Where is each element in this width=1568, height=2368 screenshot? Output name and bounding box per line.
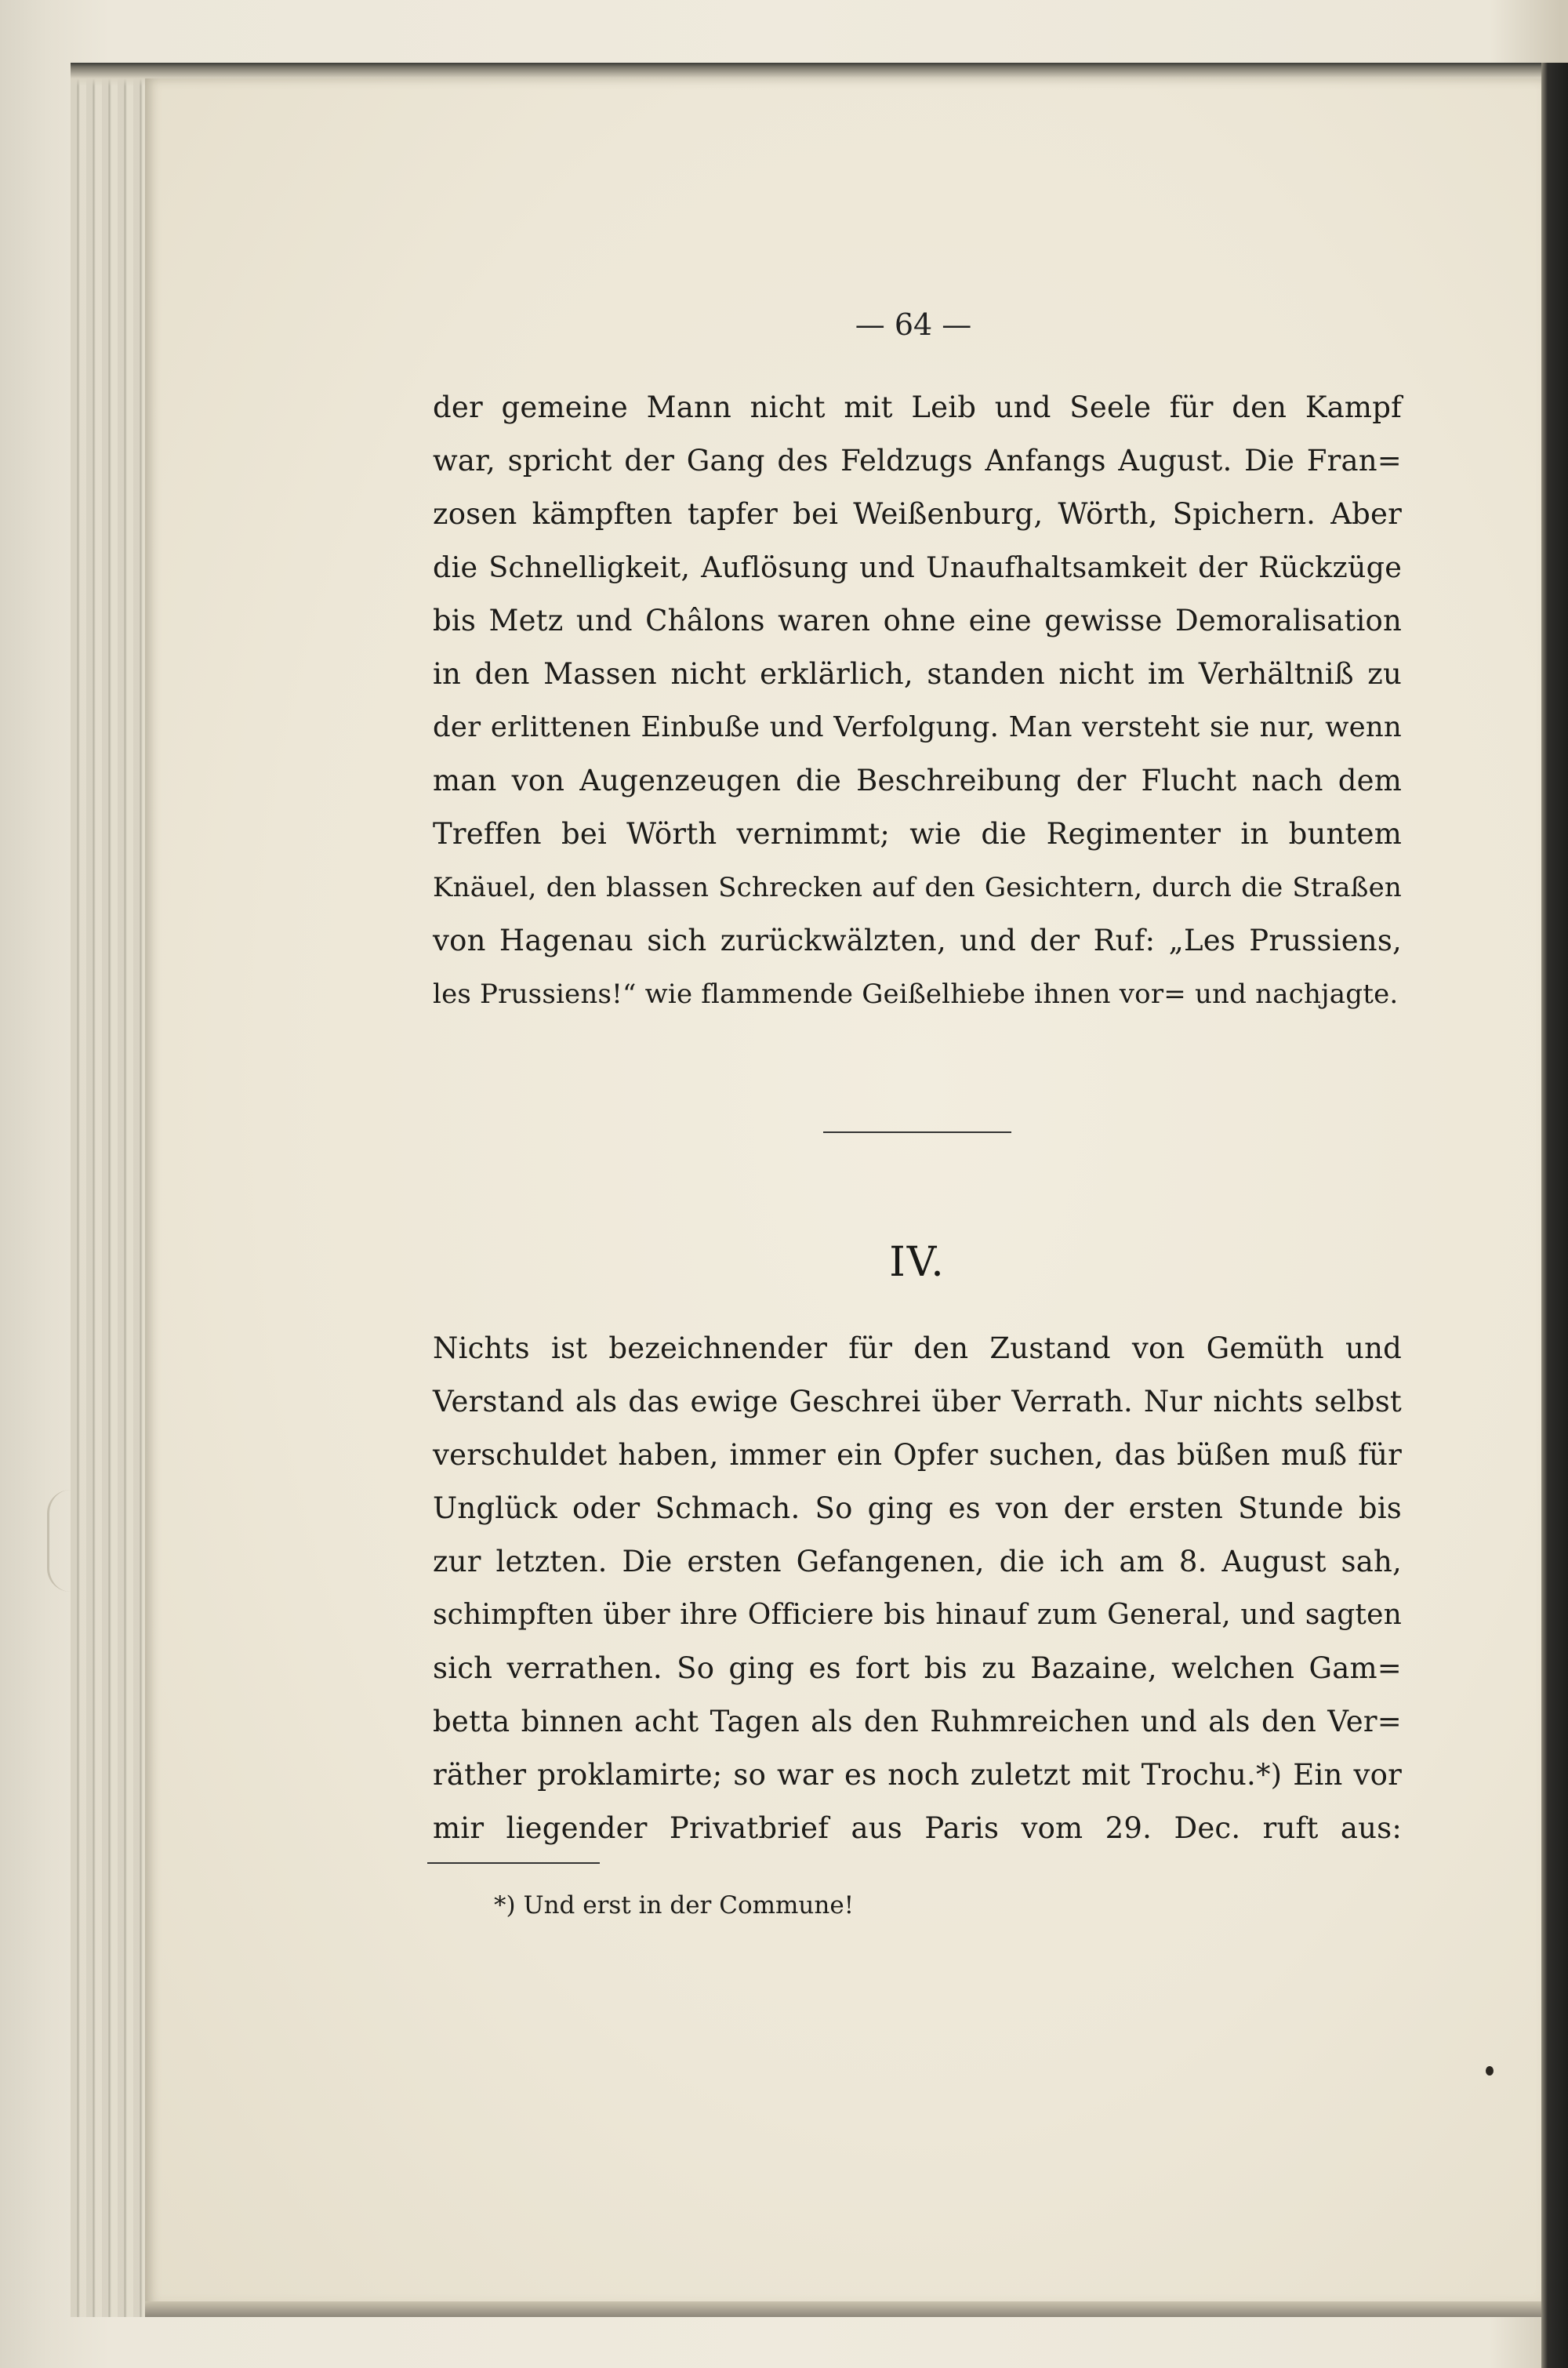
text-line: betta binnen acht Tagen als den Ruhmreichen und als den Ver= (433, 1705, 1402, 1738)
section-heading: IV. (889, 1239, 946, 1286)
page-stack-edge (71, 74, 157, 2317)
text-line: Knäuel, den blassen Schrecken auf den Gesichtern, durch die Straßen (433, 872, 1402, 903)
footnote-rule (427, 1862, 600, 1864)
text-line: schimpften über ihre Officiere bis hinauf zum General, und sagten (433, 1599, 1402, 1631)
text-line: von Hagenau sich zurückwälzten, und der Ruf: „Les Prussiens, (433, 924, 1402, 957)
text-line: der erlittenen Einbuße und Verfolgung. Man versteht sie nur, wenn (433, 711, 1402, 743)
ink-spot (1486, 2066, 1494, 2076)
text-line: Verstand als das ewige Geschrei über Verrath. Nur nichts selbst (433, 1385, 1402, 1418)
text-line: die Schnelligkeit, Auflösung und Unaufhaltsamkeit der Rückzüge (433, 550, 1402, 584)
section-divider (823, 1131, 1011, 1133)
footnote: *) Und erst in der Commune! (494, 1891, 855, 1919)
text-line: bis Metz und Châlons waren ohne eine gewisse Demoralisation (433, 604, 1402, 637)
text-line: räther proklamirte; so war es noch zuletzt mit Trochu.*) Ein vor (433, 1758, 1402, 1792)
text-line: les Prussiens!“ wie flammende Geißelhiebe ihnen vor= und nachjagte. (433, 979, 1399, 1010)
text-line: war, spricht der Gang des Feldzugs Anfangs August. Die Fran= (433, 444, 1402, 478)
text-line: Treffen bei Wörth vernimmt; wie die Regimenter in buntem (433, 817, 1402, 851)
book-bottom-edge (145, 2301, 1548, 2317)
binding-thread (47, 1490, 81, 1592)
text-line: der gemeine Mann nicht mit Leib und Seele für den Kampf (433, 390, 1402, 424)
page-number: — 64 — (855, 307, 972, 342)
text-line: zur letzten. Die ersten Gefangenen, die ich am 8. August sah, (433, 1545, 1402, 1578)
text-line: man von Augenzeugen die Beschreibung der Flucht nach dem (433, 764, 1402, 797)
text-line: zosen kämpften tapfer bei Weißenburg, Wörth, Spichern. Aber (433, 497, 1402, 531)
text-line: verschuldet haben, immer ein Opfer suchen, das büßen muß für (433, 1438, 1402, 1472)
text-line: Nichts ist bezeichnender für den Zustand von Gemüth und (433, 1331, 1402, 1365)
text-line: Unglück oder Schmach. So ging es von der ersten Stunde bis (433, 1491, 1402, 1525)
text-line: sich verrathen. So ging es fort bis zu Bazaine, welchen Gam= (433, 1651, 1402, 1685)
text-line: in den Massen nicht erklärlich, standen nicht im Verhältniß zu (433, 657, 1402, 691)
text-line: mir liegender Privatbrief aus Paris vom 29. Dec. ruft aus: (433, 1811, 1402, 1845)
book-spine (1541, 63, 1568, 2368)
